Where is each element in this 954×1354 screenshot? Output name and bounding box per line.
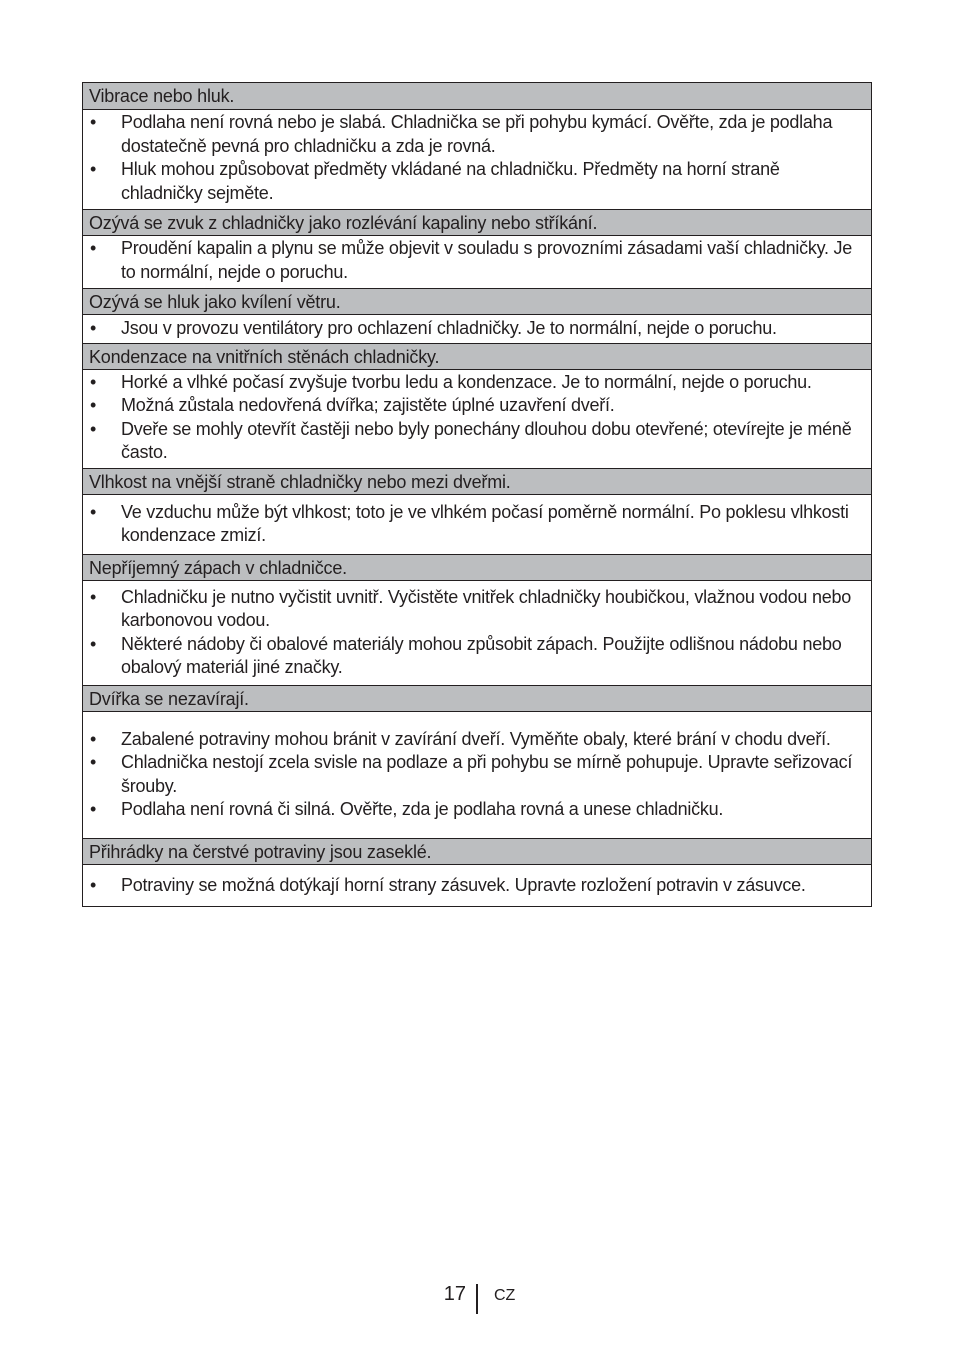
- section-body-humidity-outside: [83, 495, 871, 554]
- bullet-icon: •: [90, 633, 97, 654]
- list-item-text: Chladnička nestojí zcela svisle na podlaze a při pohybu se mírně pohupuje. Upravte seřizovací šrouby.: [121, 752, 853, 796]
- list-item-text: Podlaha není rovná či silná. Ověřte, zda je podlaha rovná a unese chladničku.: [121, 799, 724, 819]
- list-item: [83, 317, 871, 341]
- list-item-text: Potraviny se možná dotýkají horní strany zásuvek. Upravte rozložení potravin v zásuvce.: [121, 874, 806, 895]
- bullet-icon: •: [90, 318, 97, 338]
- page-footer: [0, 1280, 954, 1314]
- section-header-bad-odor: Nepříjemný zápach v chladničce.: [83, 554, 871, 581]
- troubleshooting-table: [82, 82, 872, 907]
- section-header-door-not-closing: Dvířka se nezavírají.: [83, 685, 871, 712]
- bullet-icon: •: [90, 586, 97, 607]
- list-item: [83, 418, 871, 465]
- bullet-icon: •: [90, 501, 97, 522]
- list-item-text: Ve vzduchu může být vlhkost; toto je ve vlhkém počasí poměrně normální. Po poklesu vlhkosti kondenzace zmizí.: [121, 501, 849, 545]
- bullet-icon: •: [90, 728, 97, 749]
- list-item-text: Podlaha není rovná nebo je slabá. Chladnička se při pohybu kymácí. Ověřte, zda je podlaha dostatečně pevná pro chladničku a zda je rovná.: [121, 112, 833, 156]
- section-body-bad-odor: [83, 581, 871, 685]
- footer-divider: [476, 1284, 478, 1314]
- list-item: [83, 874, 871, 898]
- list-item: [83, 501, 871, 548]
- bullet-icon: •: [90, 371, 97, 392]
- section-header-crisper-stuck: Přihrádky na čerstvé potraviny jsou zaseklé.: [83, 838, 871, 865]
- list-item-text: Chladničku je nutno vyčistit uvnitř. Vyčistěte vnitřek chladničky houbičkou, vlažnou vodou nebo karbonovou vodou.: [121, 586, 851, 630]
- bullet-icon: •: [90, 159, 97, 179]
- section-header-humidity-outside: Vlhkost na vnější straně chladničky nebo mezi dveřmi.: [83, 468, 871, 495]
- bullet-icon: •: [90, 752, 97, 772]
- bullet-icon: •: [90, 395, 97, 415]
- section-header-condensation-inside: Kondenzace na vnitřních stěnách chladničky.: [83, 343, 871, 370]
- list-item-text: Proudění kapalin a plynu se může objevit v souladu s provozními zásadami vaší chladničky. Je to normální, nejde o poruchu.: [121, 238, 853, 282]
- list-item: [83, 237, 871, 284]
- language-code: CZ: [494, 1287, 516, 1304]
- bullet-icon: •: [90, 112, 97, 132]
- section-header-wind-noise: Ozývá se hluk jako kvílení větru.: [83, 288, 871, 315]
- bullet-icon: •: [90, 874, 97, 895]
- list-item: [83, 394, 871, 418]
- list-item-text: Jsou v provozu ventilátory pro ochlazení chladničky. Je to normální, nejde o poruchu.: [121, 318, 777, 338]
- list-item: [83, 633, 871, 680]
- list-item-text: Zabalené potraviny mohou bránit v zavírání dveří. Vyměňte obaly, které brání v chodu dveří.: [121, 728, 831, 749]
- bullet-icon: •: [90, 238, 97, 258]
- section-body-vibration: [83, 110, 871, 209]
- list-item-text: Horké a vlhké počasí zvyšuje tvorbu ledu a kondenzace. Je to normální, nejde o poruchu.: [121, 371, 812, 392]
- list-item-text: Možná zůstala nedovřená dvířka; zajistěte úplné uzavření dveří.: [121, 395, 615, 415]
- section-body-condensation-inside: [83, 370, 871, 468]
- list-item: [83, 586, 871, 633]
- bullet-icon: •: [90, 799, 97, 819]
- section-body-crisper-stuck: [83, 865, 871, 907]
- section-body-liquid-sound: [83, 236, 871, 288]
- list-item-text: Dveře se mohly otevřít častěji nebo byly ponechány dlouhou dobu otevřené; otevírejte je méně často.: [121, 418, 852, 462]
- list-item: [83, 111, 871, 158]
- section-body-door-not-closing: [83, 712, 871, 838]
- list-item-text: Hluk mohou způsobovat předměty vkládané na chladničku. Předměty na horní straně chladničky sejměte.: [121, 159, 780, 203]
- bullet-icon: •: [90, 418, 97, 439]
- page-number: 17: [443, 1283, 466, 1305]
- section-body-wind-noise: [83, 315, 871, 343]
- list-item: [83, 371, 871, 395]
- section-header-vibration: Vibrace nebo hluk.: [83, 83, 871, 110]
- list-item: [83, 798, 871, 822]
- list-item: [83, 751, 871, 798]
- section-header-liquid-sound: Ozývá se zvuk z chladničky jako rozlévání kapaliny nebo stříkání.: [83, 209, 871, 236]
- list-item: [83, 158, 871, 205]
- list-item: [83, 728, 871, 752]
- list-item-text: Některé nádoby či obalové materiály mohou způsobit zápach. Použijte odlišnou nádobu nebo obalový materiál jiné značky.: [121, 633, 842, 677]
